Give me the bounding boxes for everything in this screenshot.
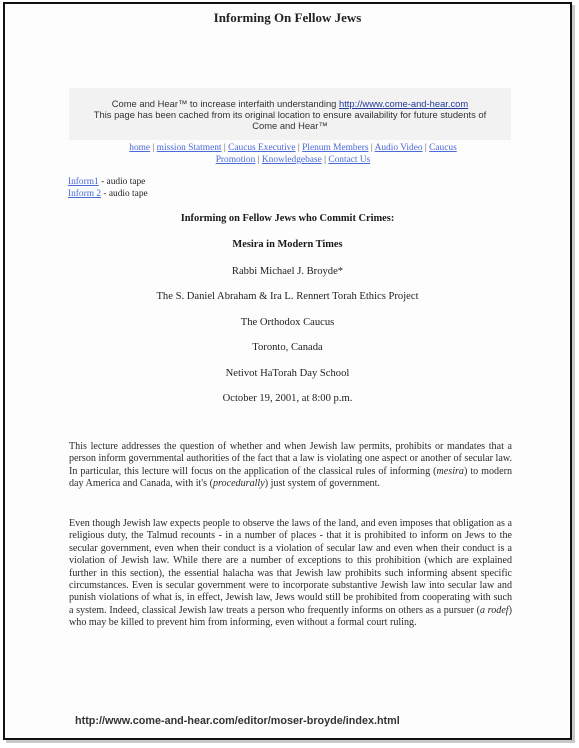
source-url: http://www.come-and-hear.com/editor/moser-broyde/index.html	[75, 715, 400, 727]
lecture-author: Rabbi Michael J. Broyde*	[231, 266, 344, 277]
nav-link-audio-video[interactable]: Audio Video	[374, 143, 423, 153]
nav-separator: |	[321, 155, 329, 165]
document-page	[3, 2, 572, 740]
come-and-hear-link[interactable]: http://www.come-and-hear.com	[338, 98, 469, 109]
nav-link-mission[interactable]: mission Statment	[156, 143, 222, 153]
paragraph-text: ) just system of government.	[264, 478, 380, 490]
banner-line-1	[69, 98, 511, 109]
nav-separator: |	[221, 143, 229, 153]
nav-link-caucus-executive[interactable]: Caucus Executive	[228, 143, 296, 153]
inform1-link[interactable]: Inform1	[68, 177, 99, 187]
nav-separator: |	[368, 143, 375, 153]
nav-separator: |	[150, 143, 157, 153]
paragraph-text: Even though Jewish law expects people to observe the laws of the land, and even imposes that obligation as a religious duty, the Talmud recounts - in a number of places - that it is prohibited to inform on Jews to the secular government, even when their conduct is a violation of secular law and even when their conduct is a violation of Jewish law. While there are a number of exceptions to this prohibition (which are explained further in this section), the essential halacha was that Jewish law prohibits such informing absent specific circumstances. Even is secular government were to incorporate substantive Jewish law into secular law and punish violations of what is, in effect, Jewish law, Jews would still be prohibited from cooperating with such a system. Indeed, classical Jewish law treats a person who frequently informs on others as a pursuer (	[69, 518, 512, 616]
nav-link-caucus-promotion[interactable]: Caucus Promotion	[215, 143, 457, 165]
cache-banner	[69, 88, 511, 140]
site-nav	[113, 142, 473, 166]
paragraph-emphasis: procedurally	[212, 478, 265, 490]
nav-separator: |	[255, 155, 262, 165]
paragraph-text: ) who may be killed to prevent him from informing, even without a formal court ruling.	[69, 604, 512, 629]
paragraph-emphasis: a rodef	[479, 604, 509, 616]
lecture-date: October 19, 2001, at 8:00 p.m.	[222, 393, 353, 404]
nav-separator: |	[422, 143, 430, 153]
banner-text: Come and Hear™ to increase interfaith understanding	[111, 98, 339, 109]
audio-tape-label: - audio tape	[101, 189, 148, 199]
paragraph-text: This lecture addresses the question of whether and when Jewish law permits, prohibits or mandates that a person inform governmental authorities of the fact that a law is violating one aspect or another of secular law. In particular, this lecture will focus on the application of the classical rules of informing (	[69, 441, 512, 477]
lecture-venue: Netivot HaTorah Day School	[225, 368, 350, 379]
nav-separator: |	[295, 143, 303, 153]
lecture-organization: The Orthodox Caucus	[240, 317, 335, 328]
paragraph-emphasis: mesira	[436, 465, 464, 477]
inform2-link[interactable]: Inform 2	[68, 189, 102, 199]
lecture-location: Toronto, Canada	[252, 342, 323, 353]
body-paragraph-2	[69, 518, 512, 630]
audio-tape-label: - audio tape	[98, 177, 146, 187]
banner-line-2: This page has been cached from its original location to ensure availability for future students of	[93, 109, 487, 120]
lecture-project: The S. Daniel Abraham & Ira L. Rennert Torah Ethics Project	[156, 291, 419, 302]
paragraph-text: ) to modern day America and Canada, with it's (	[69, 465, 512, 490]
page-title: Informing On Fellow Jews	[213, 10, 362, 25]
audio-tape-item	[68, 188, 148, 200]
lecture-subtitle: Mesira in Modern Times	[232, 239, 343, 250]
nav-link-home[interactable]: home	[129, 143, 151, 153]
nav-link-plenum-members[interactable]: Plenum Members	[302, 143, 369, 153]
nav-link-knowledgebase[interactable]: Knowledgebase	[261, 155, 322, 165]
nav-link-contact-us[interactable]: Contact Us	[328, 155, 371, 165]
audio-tape-item	[68, 176, 148, 188]
body-paragraph-1	[69, 441, 512, 491]
lecture-title: Informing on Fellow Jews who Commit Crimes:	[180, 213, 395, 224]
banner-line-3: Come and Hear™	[252, 120, 328, 131]
audio-tape-list	[68, 176, 148, 200]
